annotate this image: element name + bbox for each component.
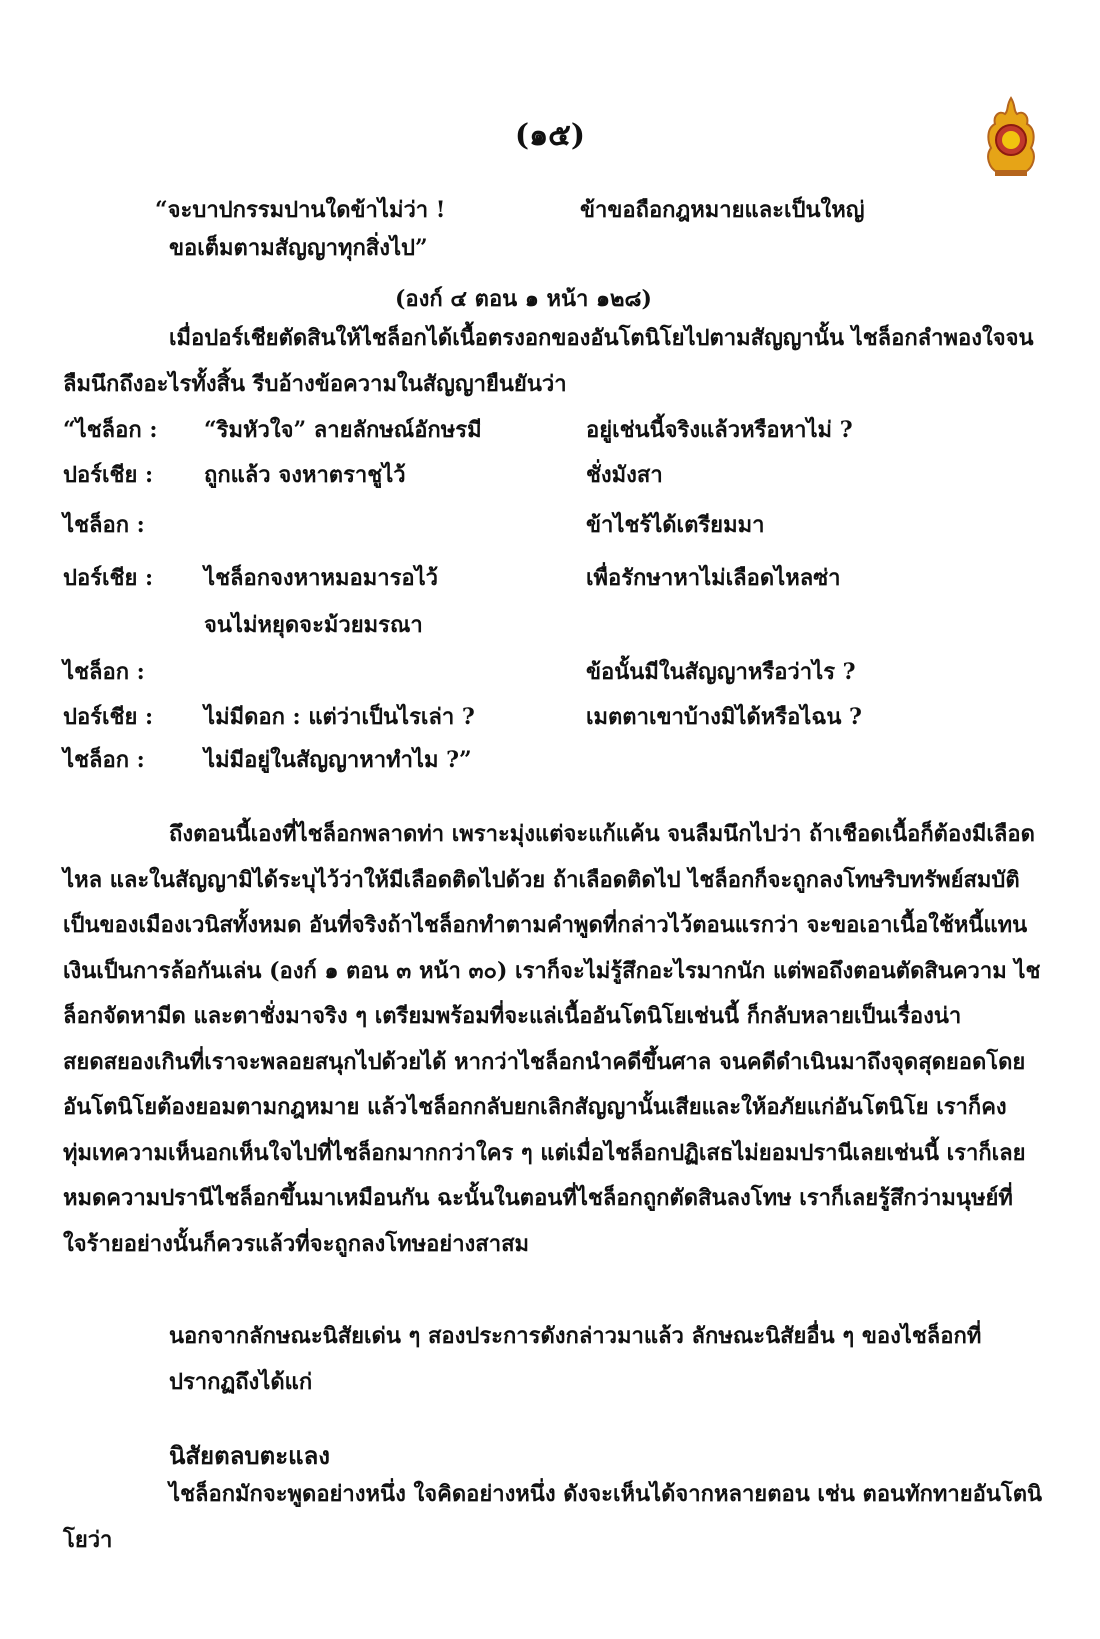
verse-citation: (องก์ ๔ ตอน ๑ หน้า ๑๒๘) (395, 286, 652, 312)
section-paragraph: ไชล็อกมักจะพูดอย่างหนึ่ง ใจคิดอย่างหนึ่ง ดังจะเห็นได้จากหลายตอน เช่น ตอนทักทายอันโตนิโยว่า (63, 1481, 1043, 1553)
verse-line-2: ขอเต็มตามสัญญาทุกสิ่งไป” (169, 235, 428, 261)
analysis-text-before: ถึงตอนนี้เองที่ไชล็อกพลาดท่า เพราะมุ่งแต่จะแก้แค้น จนลืมนึกไปว่า ถ้าเชือดเนื้อก็ต้องมีเลือดไหล และในสัญญามิได้ระบุไว้ว่าให้มีเลือดติดไปด้วย ถ้าเลือดติดไป ไชล็อกก็จะถูกลงโทษริบทรัพย์สมบัติเป็นของเมืองเวนิสทั้งหมด อันที่จริงถ้าไชล็อกทำตามคำพูดที่กล่าวไว้ตอนแรกว่า (63, 821, 1035, 938)
dialogue-line: ถูกแล้ว จงหาตราชูไว้ (204, 462, 406, 488)
section-heading: นิสัยตลบตะแลง (169, 1441, 331, 1470)
dialogue-speaker: ปอร์เชีย : (63, 462, 154, 488)
dialogue-line: ชั่งมังสา (586, 462, 663, 488)
dialogue-line: ไม่มีดอก : แต่ว่าเป็นไรเล่า ? (204, 704, 475, 730)
dialogue-line: เมตตาเขาบ้างมิได้หรือไฉน ? (586, 704, 862, 730)
analysis-text-after: (องก์ ๑ ตอน ๓ หน้า ๓๐) เราก็จะไม่รู้สึกอะไรมากนัก แต่พอถึงตอนตัดสินความ ไชล็อกจัดหามีด และตาชั่งมาจริง ๆ เตรียมพร้อมที่จะแล่เนื้ออันโตนิโยเช่นนี้ ก็กลับหลายเป็นเรื่องน่าสยดสยองเกินที่เราจะพลอยสนุกไปด้วยได้ หากว่าไชล็อกนำคดีขึ้นศาล จนคดีดำเนินมาถึงจุดสุดยอดโดยอันโตนิโยต้องยอมตามกฎหมาย แล้วไชล็อกกลับยกเลิกสัญญานั้นเสียและให้อภัยแก่อันโตนิโย เราก็คงทุ่มเทความเห็นอกเห็นใจไปที่ไชล็อกมากกว่าใคร ๆ แต่เมื่อไชล็อกปฏิเสธไม่ยอมปรานีเลยเช่นนี้ เราก็เลยหมดความปรานีไชล็อกขึ้นมาเหมือนกัน ฉะนั้นในตอนที่ไชล็อกถูกตัดสินลงโทษ เราก็เลยรู้สึกว่ามนุษย์ที่ใจร้ายอย่างนั้นก็ควรแล้วที่จะถูกลงโทษอย่างสาสม (63, 957, 1041, 1257)
dialogue-speaker: ไชล็อก : (63, 747, 145, 773)
dialogue-line: ข้าไชร้ได้เตรียมมา (586, 512, 765, 538)
intro-paragraph: เมื่อปอร์เชียตัดสินให้ไชล็อกได้เนื้อตรงอกของอันโตนิโยไปตามสัญญานั้น ไชล็อกลำพองใจจนลืมนึกถึงอะไรทั้งสิ้น รีบอ้างข้อความในสัญญายืนยันว่า (63, 325, 1034, 397)
dialogue-speaker: ไชล็อก : (63, 659, 145, 685)
dialogue-line: จนไม่หยุดจะม้วยมรณา (204, 612, 423, 638)
dialogue-line: ไชล็อกจงหาหมอมารอไว้ (204, 565, 439, 591)
page-number: (๑๕) (514, 118, 586, 153)
other-traits-paragraph: นอกจากลักษณะนิสัยเด่น ๆ สองประการดังกล่าวมาแล้ว ลักษณะนิสัยอื่น ๆ ของไชล็อกที่ปรากฏถึงได้แก่ (169, 1323, 982, 1395)
ministry-seal-logo (983, 96, 1039, 180)
analysis-paragraph (63, 812, 1043, 1267)
verse-line-1-left: “จะบาปกรรมปานใดข้าไม่ว่า ! (155, 197, 446, 223)
dialogue-line: ข้อนั้นมีในสัญญาหรือว่าไร ? (586, 659, 856, 685)
dialogue-speaker: “ไชล็อก : (63, 417, 158, 443)
dialogue-line: เพื่อรักษาหาไม่เลือดไหลซ่า (586, 565, 841, 591)
verse-line-1-right: ข้าขอถือกฎหมายและเป็นใหญ่ (580, 197, 865, 223)
dialogue-speaker: ปอร์เชีย : (63, 704, 154, 730)
dialogue-line: ไม่มีอยู่ในสัญญาหาทำไม ?” (204, 747, 472, 773)
dialogue-speaker: ไชล็อก : (63, 512, 145, 538)
dialogue-line: อยู่เช่นนี้จริงแล้วหรือหาไม่ ? (586, 417, 853, 443)
dialogue-speaker: ปอร์เชีย : (63, 565, 154, 591)
analysis-emphasis: จะขอเอาเนื้อใช้หนี้แทนเงินเป็นการล้อกันเล่น (63, 912, 1028, 984)
dialogue-line: “ริมหัวใจ” ลายลักษณ์อักษรมี (204, 417, 482, 443)
